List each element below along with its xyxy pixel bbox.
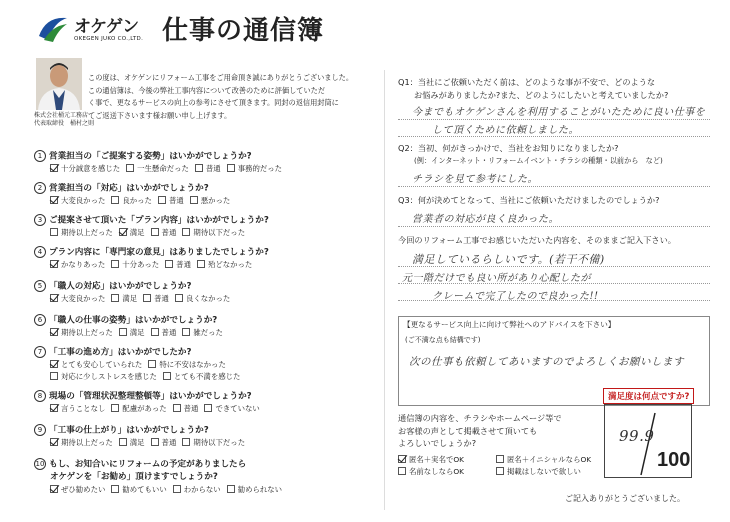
option-row [34, 259, 369, 271]
checkbox[interactable] [119, 328, 127, 336]
option[interactable] [111, 484, 166, 496]
q1-answer: 今までもオケゲンさんを利用することがいたために良い仕事を [412, 107, 706, 118]
question-text: 営業担当の「対応」はいかがでしょうか? [49, 183, 209, 194]
option[interactable] [151, 327, 177, 339]
question-8 [34, 390, 369, 415]
question-number: 6 [34, 314, 46, 326]
option-label: 殆どなかった [207, 260, 253, 269]
option-label: 普通 [168, 196, 184, 205]
score-label: 満足度は何点ですか? [603, 388, 694, 404]
president-photo [36, 58, 82, 110]
option-label: 配慮があった [122, 404, 167, 413]
option-label: 匿名＋実名でOK [409, 454, 465, 464]
option[interactable] [204, 403, 259, 415]
checked-checkbox[interactable] [50, 196, 58, 204]
option-label: 名前なしならOK [409, 466, 465, 476]
answer-line [398, 136, 710, 137]
option[interactable] [50, 293, 105, 305]
question-title [34, 182, 369, 195]
publish-option[interactable] [496, 454, 591, 466]
option-label: 普通 [176, 260, 191, 269]
option-label: 大変良かった [61, 294, 106, 303]
checkbox[interactable] [182, 328, 190, 336]
question-number: 2 [34, 182, 46, 194]
question-text: 現場の「管理状況整理整頓等」はいかがでしょうか? [49, 391, 252, 402]
option-row [34, 227, 369, 239]
option-label: 掲載はしないで欲しい [507, 466, 581, 476]
advice-answer: 次の仕事も依頼してあいますのでよろしくお願いします [409, 356, 684, 368]
option-label: 期待以上だった [61, 328, 113, 337]
checked-checkbox[interactable] [50, 260, 58, 268]
answer-line [398, 226, 710, 227]
option[interactable] [111, 259, 159, 271]
option-label: 十分あった [122, 260, 160, 269]
option-row [34, 293, 369, 305]
option-label: ぜひ勧めたい [61, 485, 106, 494]
option[interactable] [50, 195, 105, 207]
option-row [34, 327, 369, 339]
question-title [34, 458, 369, 471]
checkbox[interactable] [111, 260, 119, 268]
score-box [604, 404, 692, 478]
option-label: 雑だった [193, 328, 223, 337]
checkbox[interactable] [398, 467, 406, 475]
checkbox[interactable] [190, 196, 198, 204]
score-value: 99.9 [619, 427, 655, 445]
option[interactable] [50, 163, 120, 175]
question-1 [34, 150, 369, 175]
option[interactable] [182, 327, 223, 339]
question-number: 10 [35, 460, 45, 468]
question-title [34, 246, 369, 259]
option-label: 一生懸命だった [137, 164, 189, 173]
question-4 [398, 234, 710, 302]
checkbox[interactable] [195, 164, 203, 172]
publish-question [398, 412, 598, 478]
question-1 [398, 76, 710, 136]
checked-checkbox[interactable] [50, 164, 58, 172]
question-number: 3 [34, 214, 46, 226]
option[interactable] [119, 227, 145, 239]
question-text: 「工事の進め方」はいかがでしたか? [49, 347, 192, 358]
column-divider [384, 70, 385, 510]
publish-option[interactable] [496, 466, 581, 478]
option-label: 勧められない [237, 485, 283, 494]
answer-line [398, 119, 710, 120]
q4-text: 今回のリフォーム工事でお感じいただいた内容を、そのままご記入下さい。 [398, 235, 676, 245]
question-text: もし、お知合いにリフォームの予定がありましたら [49, 459, 247, 470]
checkbox[interactable] [50, 372, 58, 380]
publish-option[interactable] [398, 466, 490, 478]
question-title [34, 150, 369, 163]
option[interactable] [197, 259, 252, 271]
intro-line: てご返送下さいます様お願い申し上げます。 [88, 110, 232, 120]
option[interactable] [50, 403, 105, 415]
option-row [34, 403, 369, 415]
q4-answer-2: 元一階だけでも良い所があり心配したが [402, 272, 591, 284]
question-number: 5 [34, 280, 46, 292]
q1-text: Q1：当社にご依頼いただく前は、どのような事が不安で、どのような [398, 77, 656, 87]
checkbox[interactable] [158, 196, 166, 204]
option[interactable] [50, 484, 105, 496]
option-label: 満足 [122, 294, 138, 303]
publish-text-3: よろしいでしょうか? [398, 438, 477, 448]
q3-answer: 営業者の対応が良く良かった。 [412, 213, 559, 225]
checkbox[interactable] [173, 485, 181, 493]
option-label: 対応に少しストレスを感じた [61, 372, 157, 381]
question-number: 9 [34, 424, 46, 436]
option-label: 満足 [129, 328, 145, 337]
question-10 [34, 458, 369, 496]
option-label: 言うことなし [61, 404, 106, 413]
answer-line [398, 300, 710, 301]
option[interactable] [111, 403, 166, 415]
option-label: かなりあった [61, 260, 106, 269]
option-label: わからない [183, 485, 221, 494]
checked-checkbox[interactable] [50, 438, 58, 446]
checkbox[interactable] [148, 360, 156, 368]
question-3 [34, 214, 369, 239]
question-2 [34, 182, 369, 207]
option-row [34, 371, 369, 383]
checked-checkbox[interactable] [50, 404, 58, 412]
question-title [34, 346, 369, 359]
publish-options [398, 454, 598, 478]
checkbox[interactable] [119, 438, 127, 446]
question-title [34, 424, 369, 437]
intro-line: この度は、オケゲンにリフォーム工事をご用命頂き誠にありがとうございました。 [88, 73, 354, 82]
option-label: とても不満を感じた [173, 372, 241, 381]
checked-checkbox[interactable] [398, 455, 406, 463]
option[interactable] [50, 437, 113, 449]
option[interactable] [119, 327, 145, 339]
checkbox[interactable] [151, 438, 159, 446]
president-caption [34, 112, 94, 128]
brand-name: オケゲン [74, 17, 139, 37]
intro-line: この通信簿は、今後の弊社工事内容について改善のために評価していただ [88, 85, 326, 95]
question-title [34, 314, 369, 327]
q4-answer-3: クレームで完了したので良かった!! [432, 290, 599, 302]
option-label: 普通 [161, 328, 177, 337]
option[interactable] [50, 371, 157, 383]
option-label: 普通 [161, 438, 177, 447]
checkbox[interactable] [111, 196, 119, 204]
advice-title: 【更なるサービス向上に向けて弊社へのアドバイスを下さい】 [403, 320, 616, 329]
question-title [34, 214, 369, 227]
option[interactable] [148, 359, 226, 371]
question-number: 8 [34, 390, 46, 402]
checkbox[interactable] [111, 404, 119, 412]
option-label: 事務的だった [237, 164, 283, 173]
option[interactable] [158, 195, 184, 207]
answer-line [398, 186, 710, 187]
question-text: 「職人の対応」はいかがでしょうか? [49, 281, 192, 292]
question-text: ご提案させて頂いた「プラン内容」はいかがでしょうか? [49, 215, 269, 226]
checked-checkbox[interactable] [119, 228, 127, 236]
question-6 [34, 314, 369, 339]
q2-examples: (例：インターネット・リフォームイベント・チラシの種類・以前から など) [414, 155, 663, 165]
option-label: 期待以上だった [61, 228, 113, 237]
option[interactable] [111, 195, 152, 207]
question-text: プラン内容に「専門家の意見」はありましたでしょうか? [49, 247, 269, 258]
option[interactable] [151, 227, 177, 239]
checkbox[interactable] [173, 404, 181, 412]
option-label: 期待以上だった [61, 438, 113, 447]
option[interactable] [175, 293, 230, 305]
publish-text: 通信簿の内容を、チラシやホームページ等で [398, 413, 562, 423]
question-title [34, 390, 369, 403]
option[interactable] [173, 403, 199, 415]
checked-checkbox[interactable] [50, 360, 58, 368]
option[interactable] [143, 293, 169, 305]
option-row [34, 163, 369, 175]
q1-text-2: お悩みがありましたか?また、どのようにしたいと考えていましたか? [414, 89, 669, 100]
checkbox[interactable] [227, 164, 235, 172]
q2-text: Q2：当初、何がきっかけで、当社をお知りになりましたか? [398, 143, 619, 153]
question-4 [34, 246, 369, 271]
page-title: 仕事の通信簿 [162, 16, 325, 46]
option[interactable] [50, 227, 113, 239]
option-label: 十分誠意を感じた [61, 164, 121, 173]
checkbox[interactable] [151, 328, 159, 336]
option[interactable] [165, 259, 191, 271]
option-label: 匿名＋イニシャルならOK [507, 454, 592, 464]
option-label: 大変良かった [61, 196, 106, 205]
option[interactable] [126, 163, 189, 175]
checkbox[interactable] [182, 228, 190, 236]
intro-line: く事で、更なるサービスの向上の参考にさせて頂きます。同封の返信用封筒に [88, 98, 339, 107]
option-label: 悪かった [200, 196, 231, 205]
option[interactable] [119, 437, 145, 449]
option-row [34, 195, 369, 207]
checkbox[interactable] [165, 260, 173, 268]
checkbox[interactable] [204, 404, 212, 412]
option-label: 期待以下だった [193, 438, 246, 447]
checkbox[interactable] [111, 485, 119, 493]
question-7 [34, 346, 369, 383]
question-number: 7 [34, 346, 46, 358]
option-row [34, 484, 369, 496]
option-label: 良くなかった [185, 294, 231, 303]
option[interactable] [227, 163, 282, 175]
option-label: 普通 [161, 228, 177, 237]
checked-checkbox[interactable] [50, 294, 58, 302]
checkbox[interactable] [496, 467, 504, 475]
option[interactable] [50, 259, 105, 271]
brand-subtitle: OKEGEN JUKO CO.,LTD. [74, 36, 144, 42]
question-3 [398, 194, 710, 225]
option-label: 普通 [154, 294, 169, 303]
question-text: 「工事の仕上がり」はいかがでしょうか? [49, 425, 209, 436]
caption-company: 株式会社桶元工務店 [34, 112, 89, 119]
option-row [34, 359, 369, 371]
option[interactable] [227, 484, 282, 496]
checkbox[interactable] [163, 372, 171, 380]
option-label: 良かった [122, 196, 152, 205]
question-text: 「職人の仕事の姿勢」はいかがでしょうか? [49, 315, 218, 326]
checkbox[interactable] [182, 438, 190, 446]
publish-option-row [398, 454, 598, 466]
checkbox[interactable] [227, 485, 235, 493]
question-5 [34, 280, 369, 305]
option[interactable] [111, 293, 137, 305]
answer-line [398, 283, 710, 284]
option-label: 普通 [205, 164, 221, 173]
option-label: 期待以下だった [193, 228, 246, 237]
checked-checkbox[interactable] [50, 485, 58, 493]
checkbox[interactable] [496, 455, 504, 463]
option[interactable] [50, 359, 142, 371]
company-logo-icon [36, 12, 70, 46]
question-9 [34, 424, 369, 449]
q2-answer: チラシを見て参考にした。 [412, 174, 538, 185]
option-label: 普通 [183, 404, 199, 413]
score-max: 100 [657, 449, 691, 471]
option[interactable] [182, 437, 245, 449]
checkbox[interactable] [197, 260, 205, 268]
option[interactable] [182, 227, 245, 239]
option-label: 満足 [129, 438, 145, 447]
option-label: とても安心していられた [61, 360, 143, 369]
q1-answer-2: して頂くために依頼しました。 [432, 125, 579, 136]
answer-line [398, 266, 710, 267]
option[interactable] [173, 484, 221, 496]
publish-option-row [398, 466, 598, 478]
q3-text: Q3：何が決めてとなって、当社にご依頼いただけましたのでしょうか? [398, 195, 660, 205]
publish-text-2: お客様の声として掲載させて頂いても [398, 425, 538, 436]
thanks-text: ご記入ありがとうございました。 [565, 494, 685, 503]
advice-note: (ご不満な点も結構です) [405, 335, 481, 344]
question-text-2: オケゲンを「お勧め」頂けますでしょうか? [50, 472, 218, 482]
option[interactable] [151, 437, 177, 449]
q4-answer: 満足しているらしいです。(若干不備) [412, 252, 605, 266]
checkbox[interactable] [111, 294, 119, 302]
option-label: 勧めてもいい [122, 485, 167, 494]
option-label: 満足 [129, 228, 145, 237]
checked-checkbox[interactable] [50, 328, 58, 336]
publish-option[interactable] [398, 454, 490, 466]
checkbox[interactable] [151, 228, 159, 236]
checkbox[interactable] [50, 228, 58, 236]
option-label: できていない [215, 404, 260, 413]
option[interactable] [190, 195, 231, 207]
checkbox[interactable] [175, 294, 183, 302]
option[interactable] [50, 327, 113, 339]
question-number: 1 [34, 150, 46, 162]
intro-text [88, 72, 354, 122]
option[interactable] [163, 371, 241, 383]
option-label: 特に不安はなかった [159, 360, 226, 369]
question-2 [398, 142, 710, 185]
checkbox[interactable] [126, 164, 134, 172]
question-title [34, 280, 369, 293]
option-row [34, 437, 369, 449]
option[interactable] [195, 163, 221, 175]
question-text: 営業担当の「ご提案する姿勢」はいかがでしょうか? [49, 151, 252, 162]
checkbox[interactable] [143, 294, 151, 302]
question-number: 4 [34, 246, 46, 258]
caption-name: 代表取締役 桶村之則 [34, 120, 95, 127]
